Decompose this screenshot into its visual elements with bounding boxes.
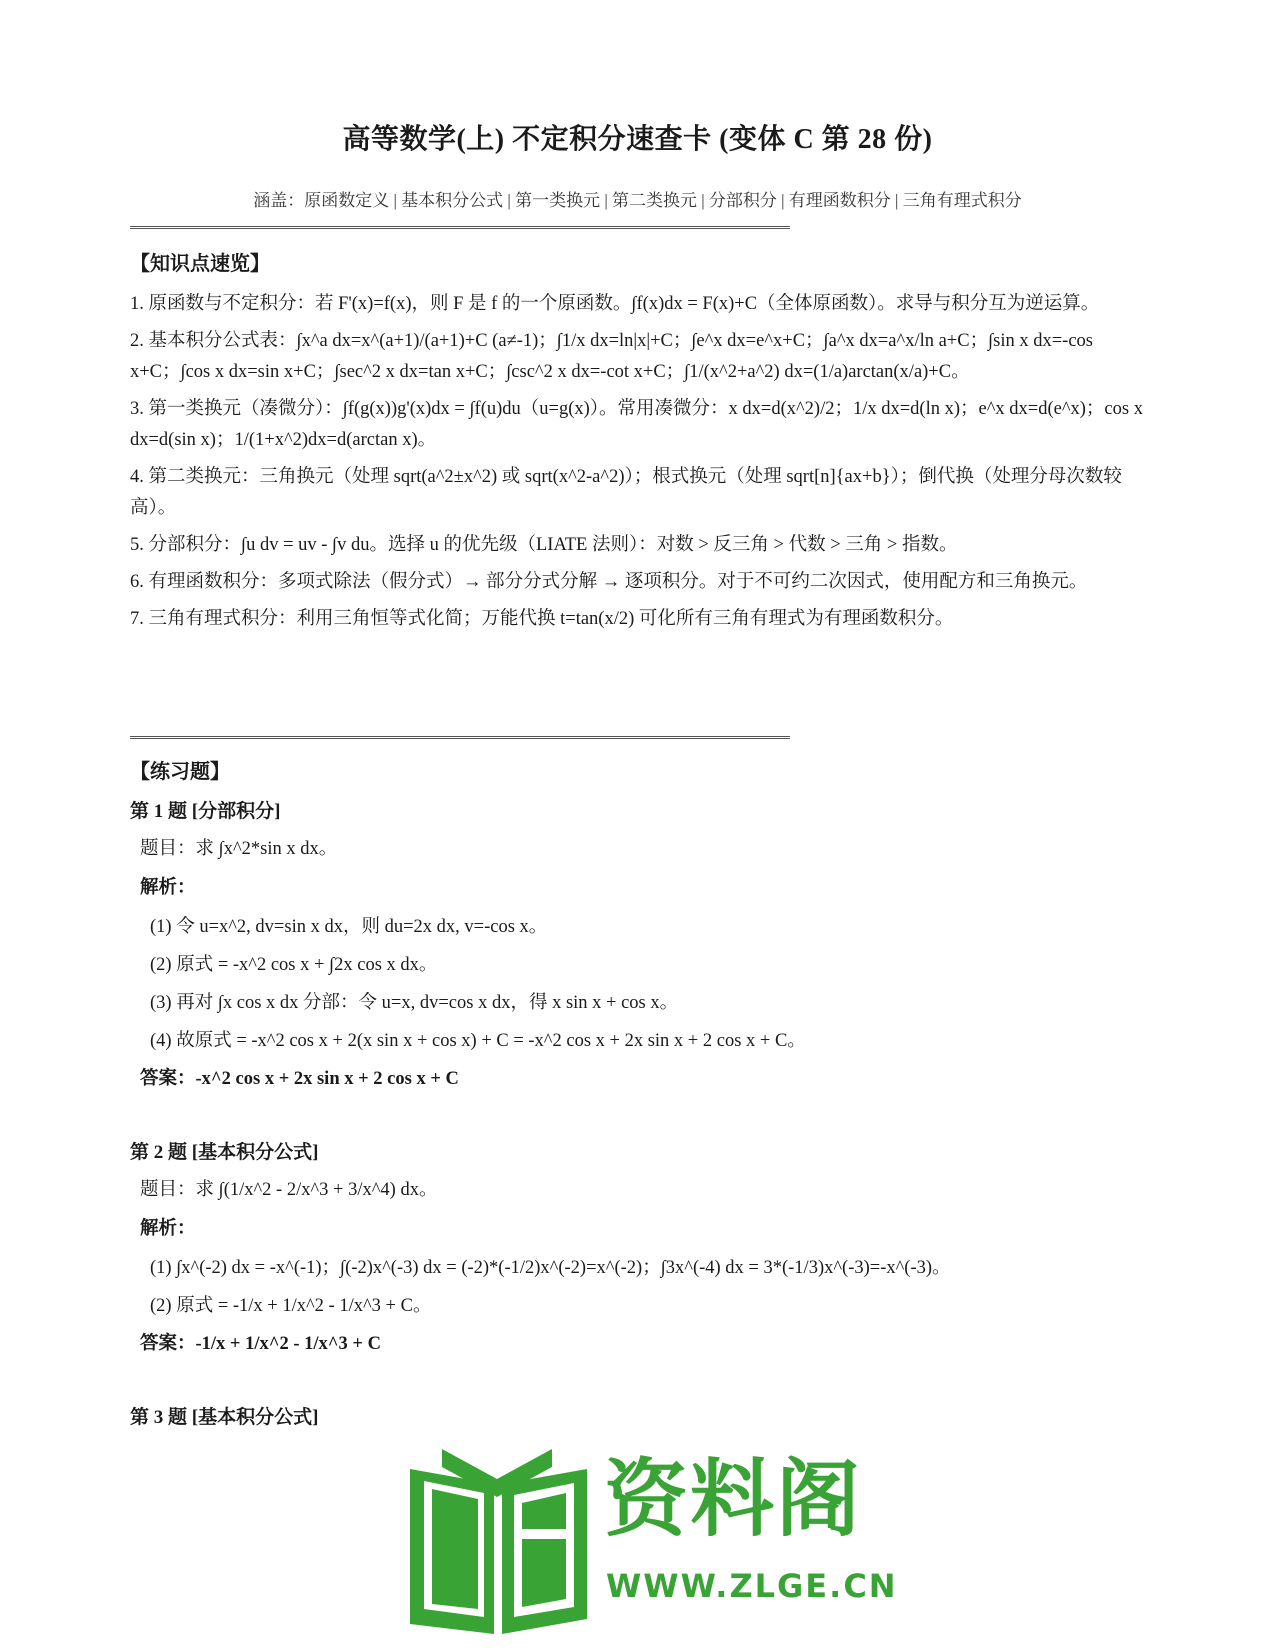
knowledge-item-3: 3. 第一类换元（凑微分）：∫f(g(x))g'(x)dx = ∫f(u)du（u=g(x)）。常用凑微分：x dx=d(x^2)/2；1/x dx=d(ln x)；e^x dx=d(e^x)；cos x dx=d(sin x)；1/(1+x^2)dx=d(arctan x)。 (130, 399, 1143, 450)
open-book-logo-icon (402, 1449, 602, 1634)
exercise-heading: 【练习题】 (130, 761, 230, 783)
watermark-logo (402, 1449, 898, 1634)
question-2-prompt: 题目：求 ∫(1/x^2 - 2/x^3 + 3/x^4) dx。 (140, 1180, 438, 1200)
exercise-section (130, 758, 1145, 1432)
question-2 (130, 1139, 1145, 1360)
knowledge-item-5: 5. 分部积分：∫u dv = uv - ∫v du。选择 u 的优先级（LIATE 法则）：对数 > 反三角 > 代数 > 三角 > 指数。 (130, 535, 958, 555)
knowledge-item-1: 1. 原函数与不定积分：若 F'(x)=f(x)，则 F 是 f 的一个原函数。∫f(x)dx = F(x)+C（全体原函数）。求导与积分互为逆运算。 (130, 294, 1100, 314)
question-1-prompt: 题目：求 ∫x^2*sin x dx。 (140, 839, 338, 859)
knowledge-heading: 【知识点速览】 (130, 253, 270, 275)
knowledge-item-6: 6. 有理函数积分：多项式除法（假分式）→ 部分分式分解 → 逐项积分。对于不可约二次因式，使用配方和三角换元。 (130, 572, 1088, 592)
knowledge-item-2: 2. 基本积分公式表：∫x^a dx=x^(a+1)/(a+1)+C (a≠-1)；∫1/x dx=ln|x|+C；∫e^x dx=e^x+C；∫a^x dx=a^x/ln a+C；∫sin x dx=-cos x+C；∫cos x dx=sin x+C；∫sec^2 x dx=tan x+C；∫csc^2 x dx=-cot x+C；∫1/(x^2+a^2) dx=(1/a)arctan(x/a)+C。 (130, 331, 1093, 382)
divider-top (130, 226, 790, 229)
question-2-answer: 答案：-1/x + 1/x^2 - 1/x^3 + C (140, 1334, 381, 1354)
question-1-step-2: (2) 原式 = -x^2 cos x + ∫2x cos x dx。 (150, 955, 438, 975)
knowledge-item-4: 4. 第二类换元：三角换元（处理 sqrt(a^2±x^2) 或 sqrt(x^2-a^2)）；根式换元（处理 sqrt[n]{ax+b}）；倒代换（处理分母次数较高）。 (130, 467, 1122, 518)
question-1-answer: 答案：-x^2 cos x + 2x sin x + 2 cos x + C (140, 1069, 459, 1089)
knowledge-section (130, 250, 1145, 641)
divider-middle (130, 736, 790, 739)
question-3-title: 第 3 题 [基本积分公式] (130, 1407, 319, 1428)
watermark-name: 资料阁 (604, 1450, 863, 1548)
question-2-step-2: (2) 原式 = -1/x + 1/x^2 - 1/x^3 + C。 (150, 1296, 432, 1316)
page-title: 高等数学(上) 不定积分速查卡 (变体 C 第 28 份) (342, 124, 933, 155)
question-2-step-1: (1) ∫x^(-2) dx = -x^(-1)；∫(-2)x^(-3) dx = (-2)*(-1/2)x^(-2)=x^(-2)；∫3x^(-4) dx = 3*(-1/3)x^(-3)=-x^(-3)。 (150, 1258, 951, 1278)
question-2-title: 第 2 题 [基本积分公式] (130, 1142, 319, 1163)
coverage-line: 涵盖：原函数定义 | 基本积分公式 | 第一类换元 | 第二类换元 | 分部积分 | 有理函数积分 | 三角有理式积分 (253, 191, 1022, 210)
question-1-analysis-label: 解析： (140, 878, 196, 898)
question-1-step-4: (4) 故原式 = -x^2 cos x + 2(x sin x + cos x) + C = -x^2 cos x + 2x sin x + 2 cos x + C。 (150, 1031, 806, 1051)
knowledge-item-7: 7. 三角有理式积分：利用三角恒等式化简；万能代换 t=tan(x/2) 可化所有三角有理式为有理函数积分。 (130, 609, 954, 629)
question-1-step-3: (3) 再对 ∫x cos x dx 分部：令 u=x, dv=cos x dx，得 x sin x + cos x。 (150, 993, 679, 1013)
question-1 (130, 798, 1145, 1095)
question-1-step-1: (1) 令 u=x^2, dv=sin x dx，则 du=2x dx, v=-cos x。 (150, 917, 548, 937)
watermark-url: WWW.ZLGE.CN (606, 1567, 898, 1605)
question-2-analysis-label: 解析： (140, 1219, 196, 1239)
question-1-title: 第 1 题 [分部积分] (130, 801, 281, 822)
question-3 (130, 1404, 1145, 1432)
